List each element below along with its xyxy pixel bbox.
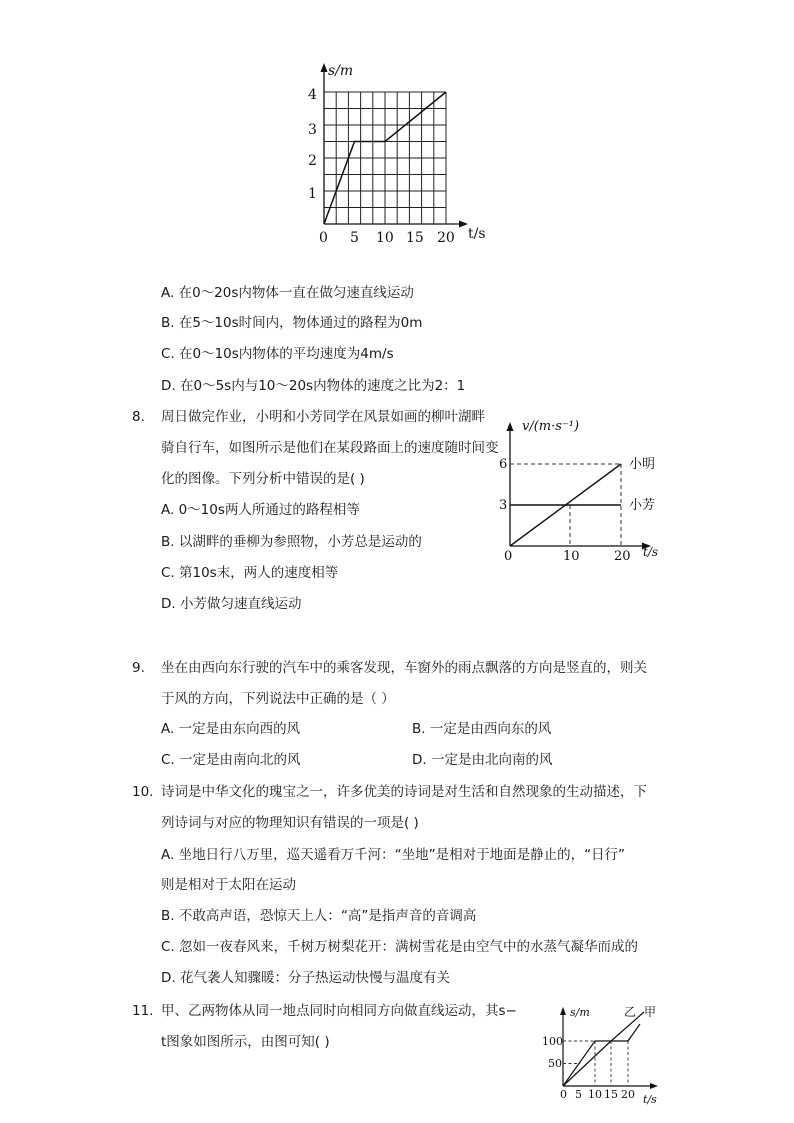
q9-stem-line: 坐在由西向东行驶的汽车中的乘客发现，车窗外的雨点飘落的方向是竖直的，则关 bbox=[161, 660, 647, 676]
q11-y-tick: 100 bbox=[542, 1035, 563, 1048]
q8-option-c[interactable]: C. 第10s末，两人的速度相等 bbox=[161, 565, 339, 581]
q7-option-b[interactable]: B. 在5～10s时间内，物体通过的路程为0m bbox=[161, 315, 423, 331]
q7-x-tick: 20 bbox=[437, 230, 455, 246]
q8-series-label-xiaofang: 小芳 bbox=[629, 498, 656, 513]
q7-option-d[interactable]: D. 在0～5s内与10～20s内物体的速度之比为2：1 bbox=[161, 378, 466, 394]
q7-x-tick: 15 bbox=[406, 230, 424, 246]
q9-option-d[interactable]: D. 一定是由北向南的风 bbox=[412, 752, 553, 768]
q11-x-tick: 5 bbox=[575, 1088, 582, 1101]
q7-option-c[interactable]: C. 在0～10s内物体的平均速度为4m/s bbox=[161, 346, 394, 362]
q7-x-tick: 10 bbox=[376, 230, 394, 246]
q8-number: 8. bbox=[132, 409, 145, 425]
q11-st-graph bbox=[540, 1000, 665, 1110]
q9-option-c[interactable]: C. 一定是由南向北的风 bbox=[161, 752, 301, 768]
q7-st-graph bbox=[300, 58, 500, 248]
q8-option-d[interactable]: D. 小芳做匀速直线运动 bbox=[161, 596, 302, 612]
q8-x-axis-label: t/s bbox=[643, 545, 659, 559]
q7-y-tick: 3 bbox=[308, 122, 317, 138]
q11-x-tick: 20 bbox=[621, 1088, 635, 1101]
q7-y-tick: 1 bbox=[308, 186, 317, 202]
q11-x-tick: 15 bbox=[604, 1088, 618, 1101]
q9-stem-line: 于风的方向，下列说法中正确的是（ ） bbox=[161, 691, 395, 707]
q10-stem-line: 诗词是中华文化的瑰宝之一，许多优美的诗词是对生活和自然现象的生动描述，下 bbox=[161, 784, 647, 800]
q8-x-tick: 0 bbox=[504, 549, 513, 562]
q10-option-c[interactable]: C. 忽如一夜春风来，千树万树梨花开：满树雪花是由空气中的水蒸气凝华而成的 bbox=[161, 939, 639, 955]
q11-number: 11. bbox=[132, 1003, 154, 1019]
q9-option-a[interactable]: A. 一定是由东向西的风 bbox=[161, 721, 301, 737]
q8-y-tick: 3 bbox=[499, 498, 508, 513]
q7-x-tick: 5 bbox=[350, 230, 359, 246]
q10-option-b[interactable]: B. 不敢高声语，恐惊天上人：“高”是指声音的音调高 bbox=[161, 908, 477, 924]
q11-x-tick: 0 bbox=[560, 1088, 567, 1101]
q9-option-b[interactable]: B. 一定是由西向东的风 bbox=[412, 721, 552, 737]
q8-stem-line: 周日做完作业，小明和小芳同学在风景如画的柳叶湖畔 bbox=[161, 409, 485, 425]
q11-yi-line bbox=[563, 1024, 640, 1086]
q11-series-label-jia: 甲 bbox=[644, 1005, 657, 1019]
q7-option-a[interactable]: A. 在0～20s内物体一直在做匀速直线运动 bbox=[161, 285, 414, 301]
q11-stem-line: t图象如图所示，由图可知( ) bbox=[161, 1034, 330, 1050]
q11-stem-line: 甲、乙两物体从同一地点同时向相同方向做直线运动，其s− bbox=[161, 1003, 517, 1019]
q7-y-tick: 2 bbox=[308, 153, 317, 169]
q8-y-axis-label: v/(m·s⁻¹) bbox=[522, 419, 580, 434]
q11-x-axis-label: t/s bbox=[643, 1093, 657, 1106]
q11-x-tick: 10 bbox=[588, 1088, 602, 1101]
q8-x-tick: 20 bbox=[614, 549, 631, 562]
q10-option-d[interactable]: D. 花气袭人知骤暖：分子热运动快慢与温度有关 bbox=[161, 970, 450, 986]
q8-series-label-xiaoming: 小明 bbox=[629, 457, 656, 472]
q8-stem-line: 化的图像。下列分析中错误的是( ) bbox=[161, 471, 365, 487]
q8-x-tick: 10 bbox=[563, 549, 580, 562]
q8-option-b[interactable]: B. 以湖畔的垂柳为参照物，小芳总是运动的 bbox=[161, 534, 422, 550]
q9-number: 9. bbox=[132, 660, 145, 676]
q8-stem-line: 骑自行车，如图所示是他们在某段路面上的速度随时间变 bbox=[161, 440, 499, 456]
q11-series-label-yi: 乙 bbox=[624, 1005, 637, 1019]
q7-y-axis-label: s/m bbox=[328, 63, 354, 79]
q11-y-axis-label: s/m bbox=[570, 1006, 590, 1019]
q8-vt-graph bbox=[495, 410, 680, 562]
q7-y-tick: 4 bbox=[308, 87, 317, 103]
q10-number: 10. bbox=[132, 784, 154, 800]
q7-x-axis-label: t/s bbox=[468, 226, 486, 242]
q8-option-a[interactable]: A. 0～10s两人所通过的路程相等 bbox=[161, 502, 360, 518]
q11-y-tick: 50 bbox=[548, 1057, 562, 1070]
q8-y-tick: 6 bbox=[499, 457, 508, 472]
q10-option-a-continued: 则是相对于太阳在运动 bbox=[161, 877, 296, 893]
q10-option-a[interactable]: A. 坐地日行八万里，巡天遥看万千河：“坐地”是相对于地面是静止的，“日行” bbox=[161, 847, 626, 863]
q10-stem-line: 列诗词与对应的物理知识有错误的一项是( ) bbox=[161, 815, 419, 831]
q7-x-tick: 0 bbox=[319, 230, 328, 246]
